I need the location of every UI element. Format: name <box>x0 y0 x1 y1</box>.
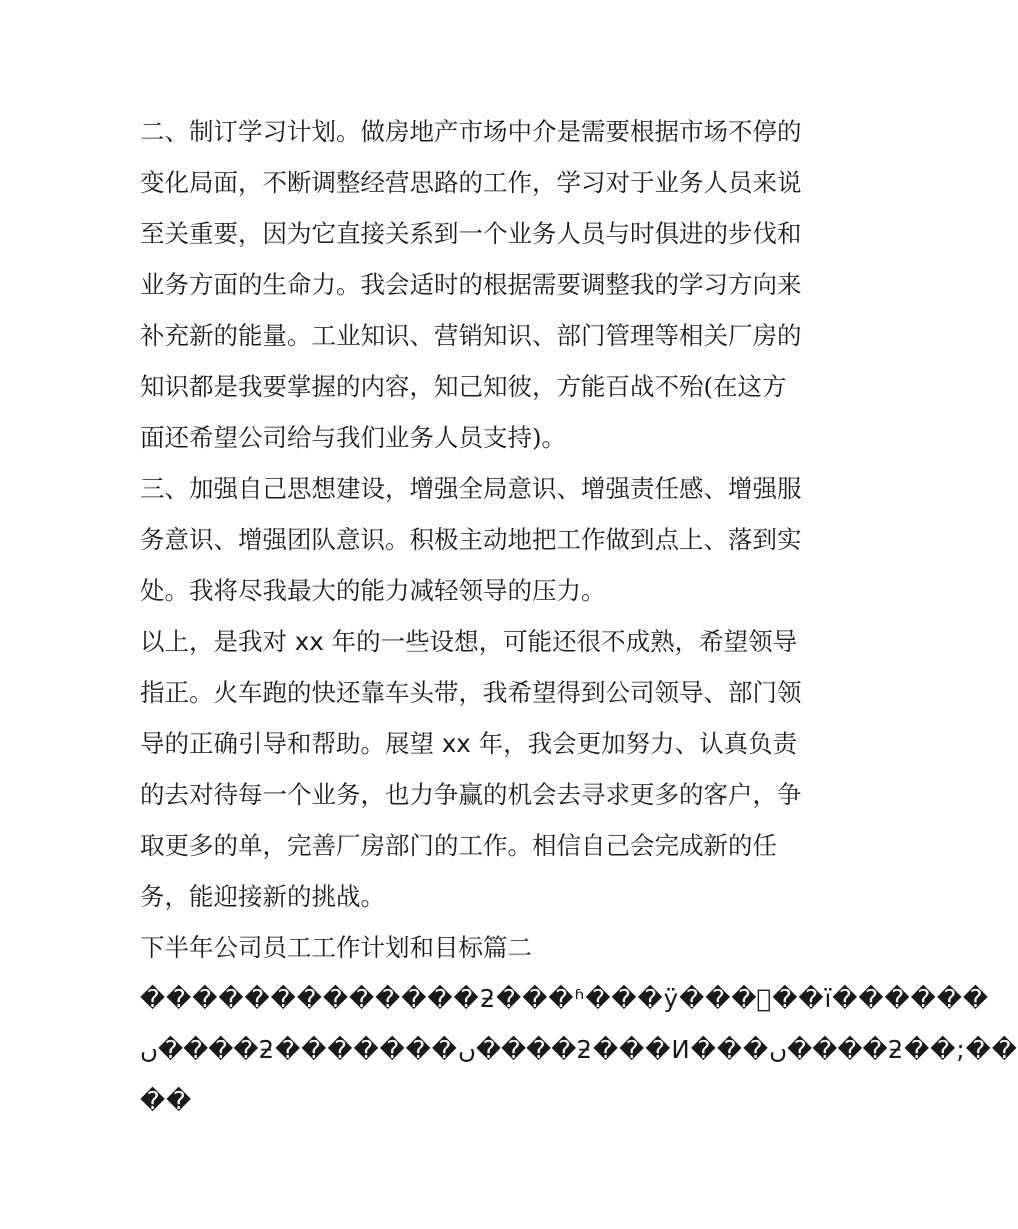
document-line: �������������ƻ���ʱ���ÿ���ͬ��ï������ <box>140 984 990 1013</box>
document-line: 指正。火车跑的快还靠车头带，我希望得到公司领导、部门领 <box>140 678 802 707</box>
document-line: 至关重要，因为它直接关系到一个业务人员与时俱进的步伐和 <box>140 219 802 248</box>
document-line: 二、制订学习计划。做房地产市场中介是需要根据市场不停的 <box>140 117 802 146</box>
document-line: 知识都是我要掌握的内容，知己知彼，方能百战不殆(在这方 <box>140 372 787 401</box>
document-line: ں����ƻ�������ں����ƻ���И���ں����ƻ��;�� <box>140 1035 1018 1064</box>
document-line: 取更多的单，完善厂房部门的工作。相信自己会完成新的任 <box>140 831 777 860</box>
document-line: 业务方面的生命力。我会适时的根据需要调整我的学习方向来 <box>140 270 802 299</box>
document-line: 处。我将尽我最大的能力减轻领导的压力。 <box>140 576 606 605</box>
document-line: 务意识、增强团队意识。积极主动地把工作做到点上、落到实 <box>140 525 802 554</box>
document-line: 以上，是我对 xx 年的一些设想，可能还很不成熟，希望领导 <box>140 627 798 656</box>
document-line: 三、加强自己思想建设，增强全局意识、增强责任感、增强服 <box>140 474 802 503</box>
document-line: 补充新的能量。工业知识、营销知识、部门管理等相关厂房的 <box>140 321 802 350</box>
document-body <box>140 106 1018 1126</box>
document-line: 务，能迎接新的挑战。 <box>140 882 385 911</box>
document-line: 面还希望公司给与我们业务人员支持)。 <box>140 423 567 452</box>
document-line: 下半年公司员工工作计划和目标篇二 <box>140 933 532 962</box>
document-line: �� <box>140 1086 193 1115</box>
document-line: 变化局面，不断调整经营思路的工作，学习对于业务人员来说 <box>140 168 802 197</box>
document-line: 的去对待每一个业务，也力争赢的机会去寻求更多的客户，争 <box>140 780 802 809</box>
document-line: 导的正确引导和帮助。展望 xx 年，我会更加努力、认真负责 <box>140 729 798 758</box>
